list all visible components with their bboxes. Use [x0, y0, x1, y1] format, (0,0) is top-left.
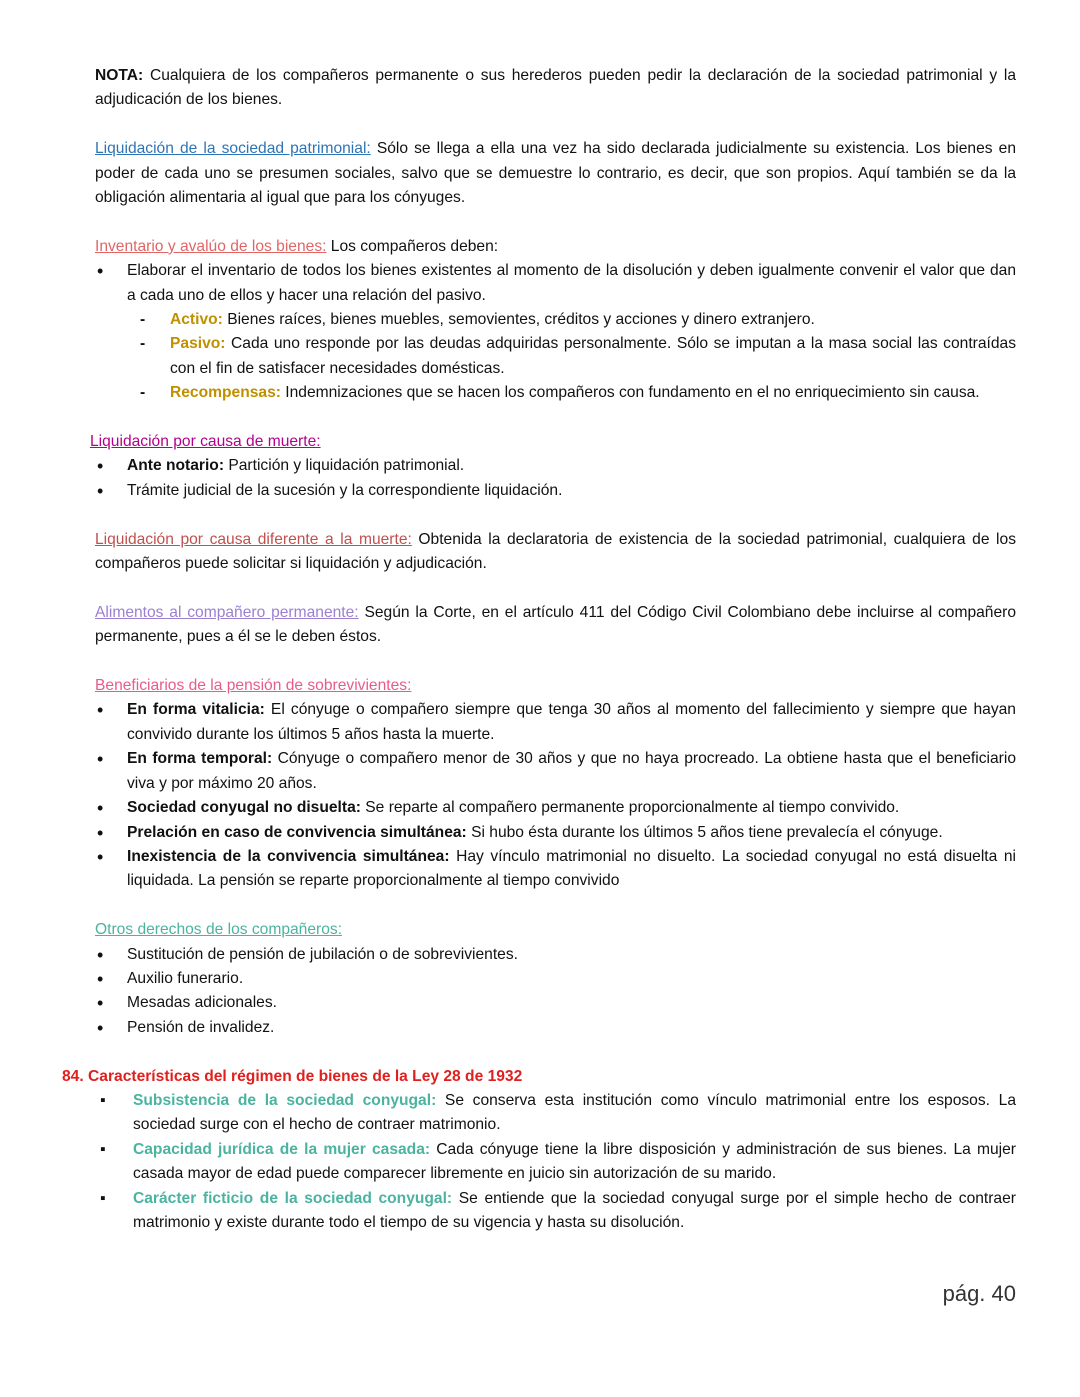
- list-item: [95, 747, 1016, 796]
- item-label: Pasivo:: [170, 335, 226, 353]
- item-label: Capacidad jurídica de la mujer casada:: [133, 1140, 431, 1158]
- list-item: [95, 332, 1016, 381]
- inventario-text: Los compañeros deben:: [326, 237, 499, 255]
- muerte-section: [90, 430, 1016, 503]
- list-item: [95, 1138, 1016, 1187]
- item-text: Indemnizaciones que se hacen los compañeros con fundamento en el no enriquecimiento sin causa.: [280, 384, 980, 402]
- alimentos-paragraph: [95, 601, 1016, 650]
- liquidacion-text: Sólo se llega a ella una vez ha sido declarada judicialmente su existencia. Los bienes en poder de cada uno se presumen sociales, salvo que se demuestre lo contrario, es decir, que son propios. Aquí también se da la obligación alimentaria al igual que para los cónyuges.: [95, 140, 1016, 207]
- nota-label: NOTA:: [95, 67, 144, 84]
- list-item: [95, 479, 1016, 503]
- list-item: [95, 1089, 1016, 1138]
- item-text: Trámite judicial de la sucesión y la correspondiente liquidación.: [127, 481, 563, 499]
- liquidacion-heading: Liquidación de la sociedad patrimonial:: [95, 140, 371, 158]
- beneficiarios-section: [95, 674, 1016, 894]
- list-item: • Sustitución de pensión de jubilación o de sobrevivientes.: [95, 943, 1016, 967]
- page-number: pág. 40: [942, 1281, 1016, 1306]
- item-label: Activo:: [170, 311, 223, 329]
- list-item: • Pensión de invalidez.: [95, 1016, 1016, 1040]
- section-title: Características del régimen de bienes de la Ley 28 de 1932: [88, 1067, 523, 1085]
- liquidacion-paragraph: [95, 137, 1016, 210]
- nota-paragraph: [95, 64, 1016, 113]
- list-item: [95, 1187, 1016, 1236]
- muerte-heading: Liquidación por causa de muerte:: [90, 433, 321, 451]
- section-84: [62, 1065, 1016, 1236]
- item-label: Prelación en caso de convivencia simultánea:: [127, 823, 467, 841]
- list-item: • Mesadas adicionales.: [95, 991, 1016, 1015]
- item-label: En forma temporal:: [127, 750, 273, 768]
- inventario-heading: Inventario y avalúo de los bienes:: [95, 237, 327, 255]
- nota-text: Cualquiera de los compañeros permanente o sus herederos pueden pedir la declaración de la sociedad patrimonial y la adjudicación de los bienes.: [95, 67, 1016, 109]
- list-item: [95, 454, 1016, 478]
- item-text: Se conserva esta institución como vínculo matrimonial entre los esposos. La sociedad surge con el hecho de contraer matrimonio.: [133, 1091, 1016, 1134]
- item-text: Cónyuge o compañero menor de 30 años y que no haya procreado. La obtiene hasta que el beneficiario viva y por máximo 20 años.: [127, 750, 1016, 792]
- section-number: 84.: [62, 1067, 84, 1085]
- otros-section: [95, 918, 1016, 1040]
- item-text: Hay vínculo matrimonial no disuelto. La sociedad conyugal no está disuelta ni liquidada. La pensión se reparte proporcionalmente al tiempo convivido: [127, 847, 1016, 890]
- list-item: [95, 845, 1016, 894]
- diferente-paragraph: [95, 528, 1016, 577]
- list-item: • Auxilio funerario.: [95, 967, 1016, 991]
- item-text: El cónyuge o compañero siempre que tenga 30 años al momento del fallecimiento y siempre que hayan convivido durante los últimos 5 años hasta la muerte.: [127, 701, 1016, 743]
- item-text: Cada uno responde por las deudas adquiridas personalmente. Sólo se imputan a la masa social las contraídas con el fin de satisfacer necesidades domésticas.: [170, 335, 1016, 377]
- alimentos-text: Según la Corte, en el artículo 411 del Código Civil Colombiano debe incluirse al compañero permanente, pues a él se le deben éstos.: [95, 603, 1017, 646]
- item-text: Cada cónyuge tiene la libre disposición y administración de sus bienes. La mujer casada mayor de edad puede comparecer libremente en juicio sin autorización de su marido.: [133, 1140, 1017, 1183]
- list-item: [95, 259, 1016, 405]
- item-text: Partición y liquidación patrimonial.: [224, 457, 465, 475]
- item-text: Bienes raíces, bienes muebles, semovientes, créditos y acciones y dinero extranjero.: [222, 311, 815, 329]
- otros-heading: Otros derechos de los compañeros:: [95, 921, 343, 939]
- alimentos-heading: Alimentos al compañero permanente:: [95, 603, 359, 621]
- item-label: Sociedad conyugal no disuelta:: [127, 799, 361, 817]
- list-item: [95, 308, 1016, 332]
- item-label: Ante notario:: [127, 457, 225, 475]
- beneficiarios-heading: Beneficiarios de la pensión de sobrevivientes:: [95, 677, 412, 695]
- list-item: [95, 381, 1016, 405]
- list-item: [95, 796, 1016, 820]
- inventario-section: [95, 235, 1016, 406]
- diferente-text: Obtenida la declaratoria de existencia de la sociedad patrimonial, cualquiera de los compañeros puede solicitar si liquidación y adjudicación.: [95, 530, 1016, 573]
- item-label: Carácter ficticio de la sociedad conyugal:: [133, 1189, 453, 1207]
- page-content: [62, 64, 1017, 1235]
- item-text: Se entiende que la sociedad conyugal surge por el simple hecho de contraer matrimonio y existe durante todo el tiempo de su vigencia y hasta su disolución.: [133, 1189, 1016, 1231]
- item-label: En forma vitalicia:: [127, 701, 265, 719]
- item-text: Se reparte al compañero permanente proporcionalmente al tiempo convivido.: [360, 799, 900, 817]
- item-label: Subsistencia de la sociedad conyugal:: [133, 1091, 437, 1109]
- item-label: Inexistencia de la convivencia simultánea:: [127, 847, 450, 865]
- list-item: [95, 698, 1016, 747]
- diferente-heading: Liquidación por causa diferente a la muerte:: [95, 530, 412, 548]
- list-item: [95, 821, 1016, 845]
- item-label: Recompensas:: [170, 384, 281, 402]
- item-text: Si hubo ésta durante los últimos 5 años tiene prevalecía el cónyuge.: [466, 823, 943, 841]
- inventario-bullet-text: Elaborar el inventario de todos los bienes existentes al momento de la disolución y deben igualmente convenir el valor que dan a cada uno de ellos y hacer una relación del pasivo.: [127, 262, 1016, 304]
